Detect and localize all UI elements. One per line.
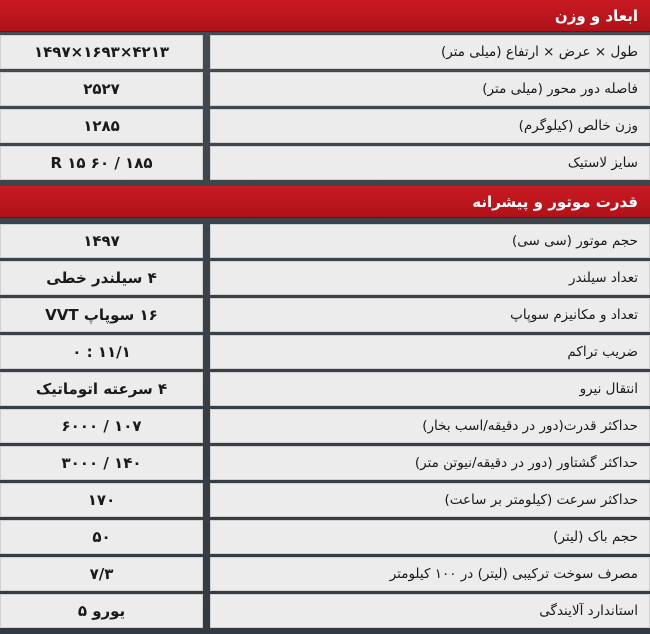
spec-value: ۴ سرعته اتوماتیک [0, 372, 203, 406]
spec-label: تعداد سیلندر [210, 261, 650, 295]
spec-label: حداکثر گشتاور (دور در دقیقه/نیوتن متر) [210, 446, 650, 480]
spec-label: حداکثر سرعت (کیلومتر بر ساعت) [210, 483, 650, 517]
spec-row [0, 446, 650, 483]
spec-row [0, 594, 650, 631]
spec-row [0, 72, 650, 109]
spec-value: ۱۴۹۷ [0, 224, 203, 258]
spec-value: ۱۴۰ / ۳۰۰۰ [0, 446, 203, 480]
spec-label: تعداد و مکانیزم سوپاپ [210, 298, 650, 332]
section-title: ابعاد و وزن [554, 7, 638, 25]
spec-row [0, 335, 650, 372]
spec-value: ۱۱/۱ : ۰ [0, 335, 203, 369]
spec-value: یورو ۵ [0, 594, 203, 628]
spec-label: وزن خالص (کیلوگرم) [210, 109, 650, 143]
spec-value: ۱۶ سوپاپ VVT [0, 298, 203, 332]
spec-row [0, 557, 650, 594]
spec-label: استاندارد آلایندگی [210, 594, 650, 628]
spec-row [0, 298, 650, 335]
spec-row [0, 261, 650, 298]
spec-label: حجم باک (لیتر) [210, 520, 650, 554]
spec-value: ۱۷۰ [0, 483, 203, 517]
spec-label: فاصله دور محور (میلی متر) [210, 72, 650, 106]
spec-row [0, 109, 650, 146]
spec-label: مصرف سوخت ترکیبی (لیتر) در ۱۰۰ کیلومتر [210, 557, 650, 591]
spec-label: انتقال نیرو [210, 372, 650, 406]
spec-value: ۱۲۸۵ [0, 109, 203, 143]
spec-value: ۱۸۵ / ۶۰ R ۱۵ [0, 146, 203, 180]
spec-row [0, 224, 650, 261]
spec-value: ۴ سیلندر خطی [0, 261, 203, 295]
spec-value: ۲۵۲۷ [0, 72, 203, 106]
spec-row [0, 409, 650, 446]
section-header-engine [0, 186, 650, 218]
section-title: قدرت موتور و پیشرانه [472, 193, 638, 211]
spec-label: طول × عرض × ارتفاع (میلی متر) [210, 35, 650, 69]
section-header-dimensions [0, 0, 650, 32]
spec-row [0, 146, 650, 183]
spec-label: سایز لاستیک [210, 146, 650, 180]
spec-value: ۴۲۱۳×۱۶۹۳×۱۴۹۷ [0, 35, 203, 69]
spec-label: ضریب تراکم [210, 335, 650, 369]
spec-value: ۷/۳ [0, 557, 203, 591]
spec-value: ۱۰۷ / ۶۰۰۰ [0, 409, 203, 443]
spec-row [0, 372, 650, 409]
spec-row [0, 483, 650, 520]
spec-label: حداکثر قدرت(دور در دقیقه/اسب بخار) [210, 409, 650, 443]
spec-label: حجم موتور (سی سی) [210, 224, 650, 258]
spec-row [0, 35, 650, 72]
spec-row [0, 520, 650, 557]
spec-value: ۵۰ [0, 520, 203, 554]
